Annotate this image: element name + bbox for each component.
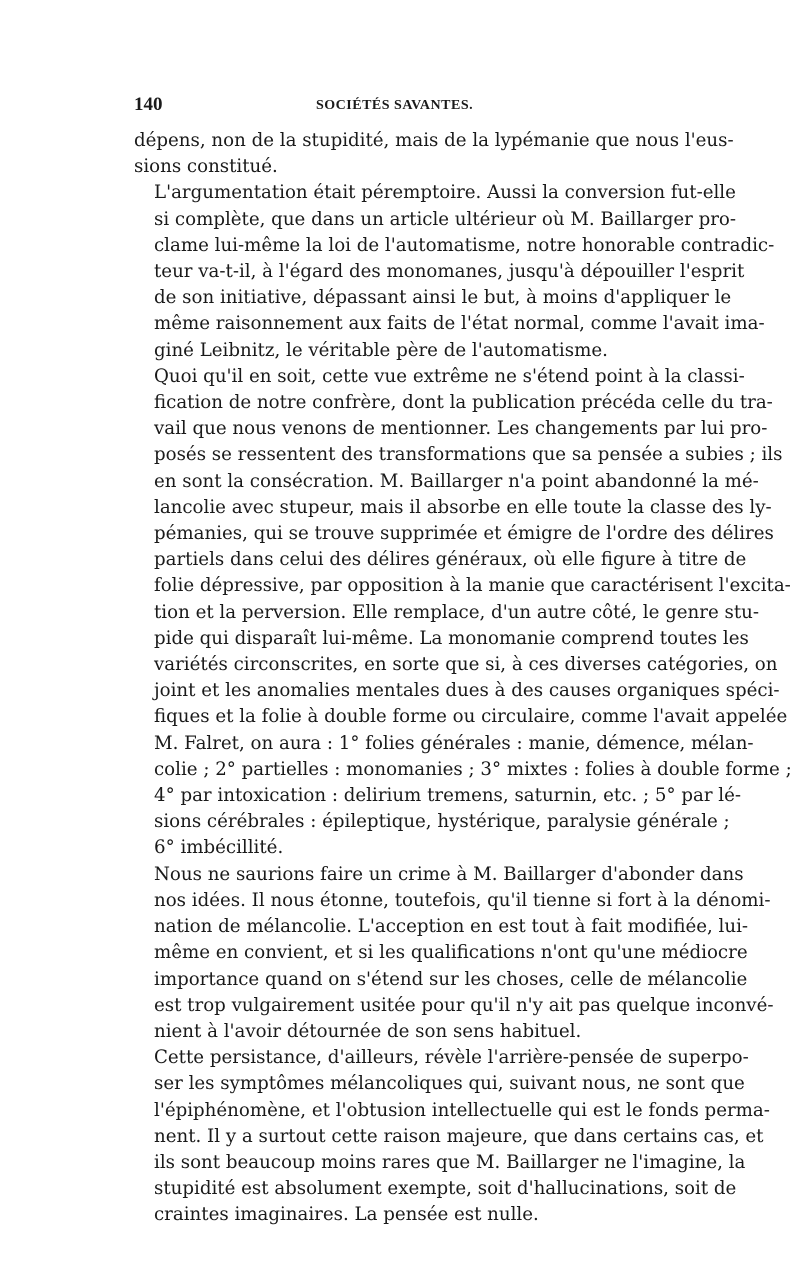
text-line: variétés circonscrites, en sorte que si, à ces diverses catégories, on	[154, 654, 778, 676]
text-line: importance quand on s'étend sur les choses, celle de mélancolie	[154, 968, 748, 990]
text-line: Quoi qu'il en soit, cette vue extrême ne s'étend point à la classi-	[154, 365, 745, 387]
text-line: sions constitué.	[134, 156, 278, 178]
text-line: ser les symptômes mélancoliques qui, suivant nous, ne sont que	[154, 1073, 745, 1095]
text-line: l'épiphénomène, et l'obtusion intellectuelle qui est le fonds perma-	[154, 1099, 770, 1121]
text-line: nient à l'avoir détournée de son sens habituel.	[154, 1020, 582, 1042]
text-line: en sont la consécration. M. Baillarger n'a point abandonné la mé-	[154, 470, 759, 492]
text-line: craintes imaginaires. La pensée est nulle.	[154, 1204, 539, 1226]
text-line: clame lui-même la loi de l'automatisme, notre honorable contradic-	[154, 234, 775, 256]
text-line: même raisonnement aux faits de l'état normal, comme l'avait ima-	[154, 313, 765, 335]
text-line: nent. Il y a surtout cette raison majeure, que dans certains cas, et	[154, 1125, 764, 1147]
text-line: vail que nous venons de mentionner. Les changements par lui pro-	[154, 418, 768, 440]
text-line: pide qui disparaît lui-même. La monomanie comprend toutes les	[154, 627, 749, 649]
text-line: fication de notre confrère, dont la publication précéda celle du tra-	[154, 392, 773, 414]
text-line: même en convient, et si les qualifications n'ont qu'une médiocre	[154, 942, 748, 964]
text-line: fiques et la folie à double forme ou circulaire, comme l'avait appelée	[154, 706, 788, 728]
text-line: dépens, non de la stupidité, mais de la lypémanie que nous l'eus-	[134, 130, 734, 151]
text-line: nation de mélancolie. L'acception en est tout à fait modifiée, lui-	[154, 916, 749, 938]
text-line: folie dépressive, par opposition à la manie que caractérisent l'excita-	[154, 575, 791, 597]
page-number: 140	[134, 94, 163, 115]
text-line: M. Falret, on aura : 1° folies générales : manie, démence, mélan-	[154, 732, 754, 754]
paragraph	[134, 180, 775, 363]
text-line: teur va-t-il, à l'égard des monomanes, jusqu'à dépouiller l'esprit	[154, 261, 745, 283]
paragraph	[134, 862, 774, 1045]
running-title: SOCIÉTÉS SAVANTES.	[316, 98, 474, 113]
text-line: est trop vulgairement usitée pour qu'il n'y ait pas quelque inconvé-	[154, 994, 774, 1016]
text-line: tion et la perversion. Elle remplace, d'un autre côté, le genre stu-	[154, 601, 759, 623]
text-line: lancolie avec stupeur, mais il absorbe en elle toute la classe des ly-	[154, 496, 772, 518]
text-line: stupidité est absolument exempte, soit d'hallucinations, soit de	[154, 1178, 737, 1200]
paragraph	[134, 364, 792, 862]
text-line: ils sont beaucoup moins rares que M. Baillarger ne l'imagine, la	[154, 1151, 746, 1173]
book-page	[134, 94, 792, 1229]
text-line: joint et les anomalies mentales dues à des causes organiques spéci-	[154, 680, 780, 702]
text-line: posés se ressentent des transformations que sa pensée a subies ; ils	[154, 444, 783, 466]
text-line: colie ; 2° partielles : monomanies ; 3° mixtes : folies à double forme ;	[154, 758, 792, 780]
text-line: giné Leibnitz, le véritable père de l'automatisme.	[154, 339, 608, 361]
text-line: 6° imbécillité.	[154, 837, 284, 859]
text-line: pémanies, qui se trouve supprimée et émigre de l'ordre des délires	[154, 523, 774, 545]
text-line: 4° par intoxication : delirium tremens, saturnin, etc. ; 5° par lé-	[154, 785, 742, 807]
paragraph	[134, 1045, 770, 1228]
text-line: Nous ne saurions faire un crime à M. Baillarger d'abonder dans	[154, 863, 744, 885]
text-line: L'argumentation était péremptoire. Aussi la conversion fut-elle	[154, 182, 736, 204]
text-line: nos idées. Il nous étonne, toutefois, qu'il tienne si fort à la dénomi-	[154, 889, 771, 911]
text-line: sions cérébrales : épileptique, hystérique, paralysie générale ;	[154, 811, 730, 833]
body-text	[134, 128, 792, 1229]
paragraph	[134, 128, 734, 180]
text-line: de son initiative, dépassant ainsi le but, à moins d'appliquer le	[154, 287, 732, 309]
text-line: Cette persistance, d'ailleurs, révèle l'arrière-pensée de superpo-	[154, 1047, 749, 1069]
page-header	[134, 94, 670, 122]
text-line: si complète, que dans un article ultérieur où M. Baillarger pro-	[154, 208, 737, 230]
text-line: partiels dans celui des délires généraux, où elle figure à titre de	[154, 549, 747, 571]
